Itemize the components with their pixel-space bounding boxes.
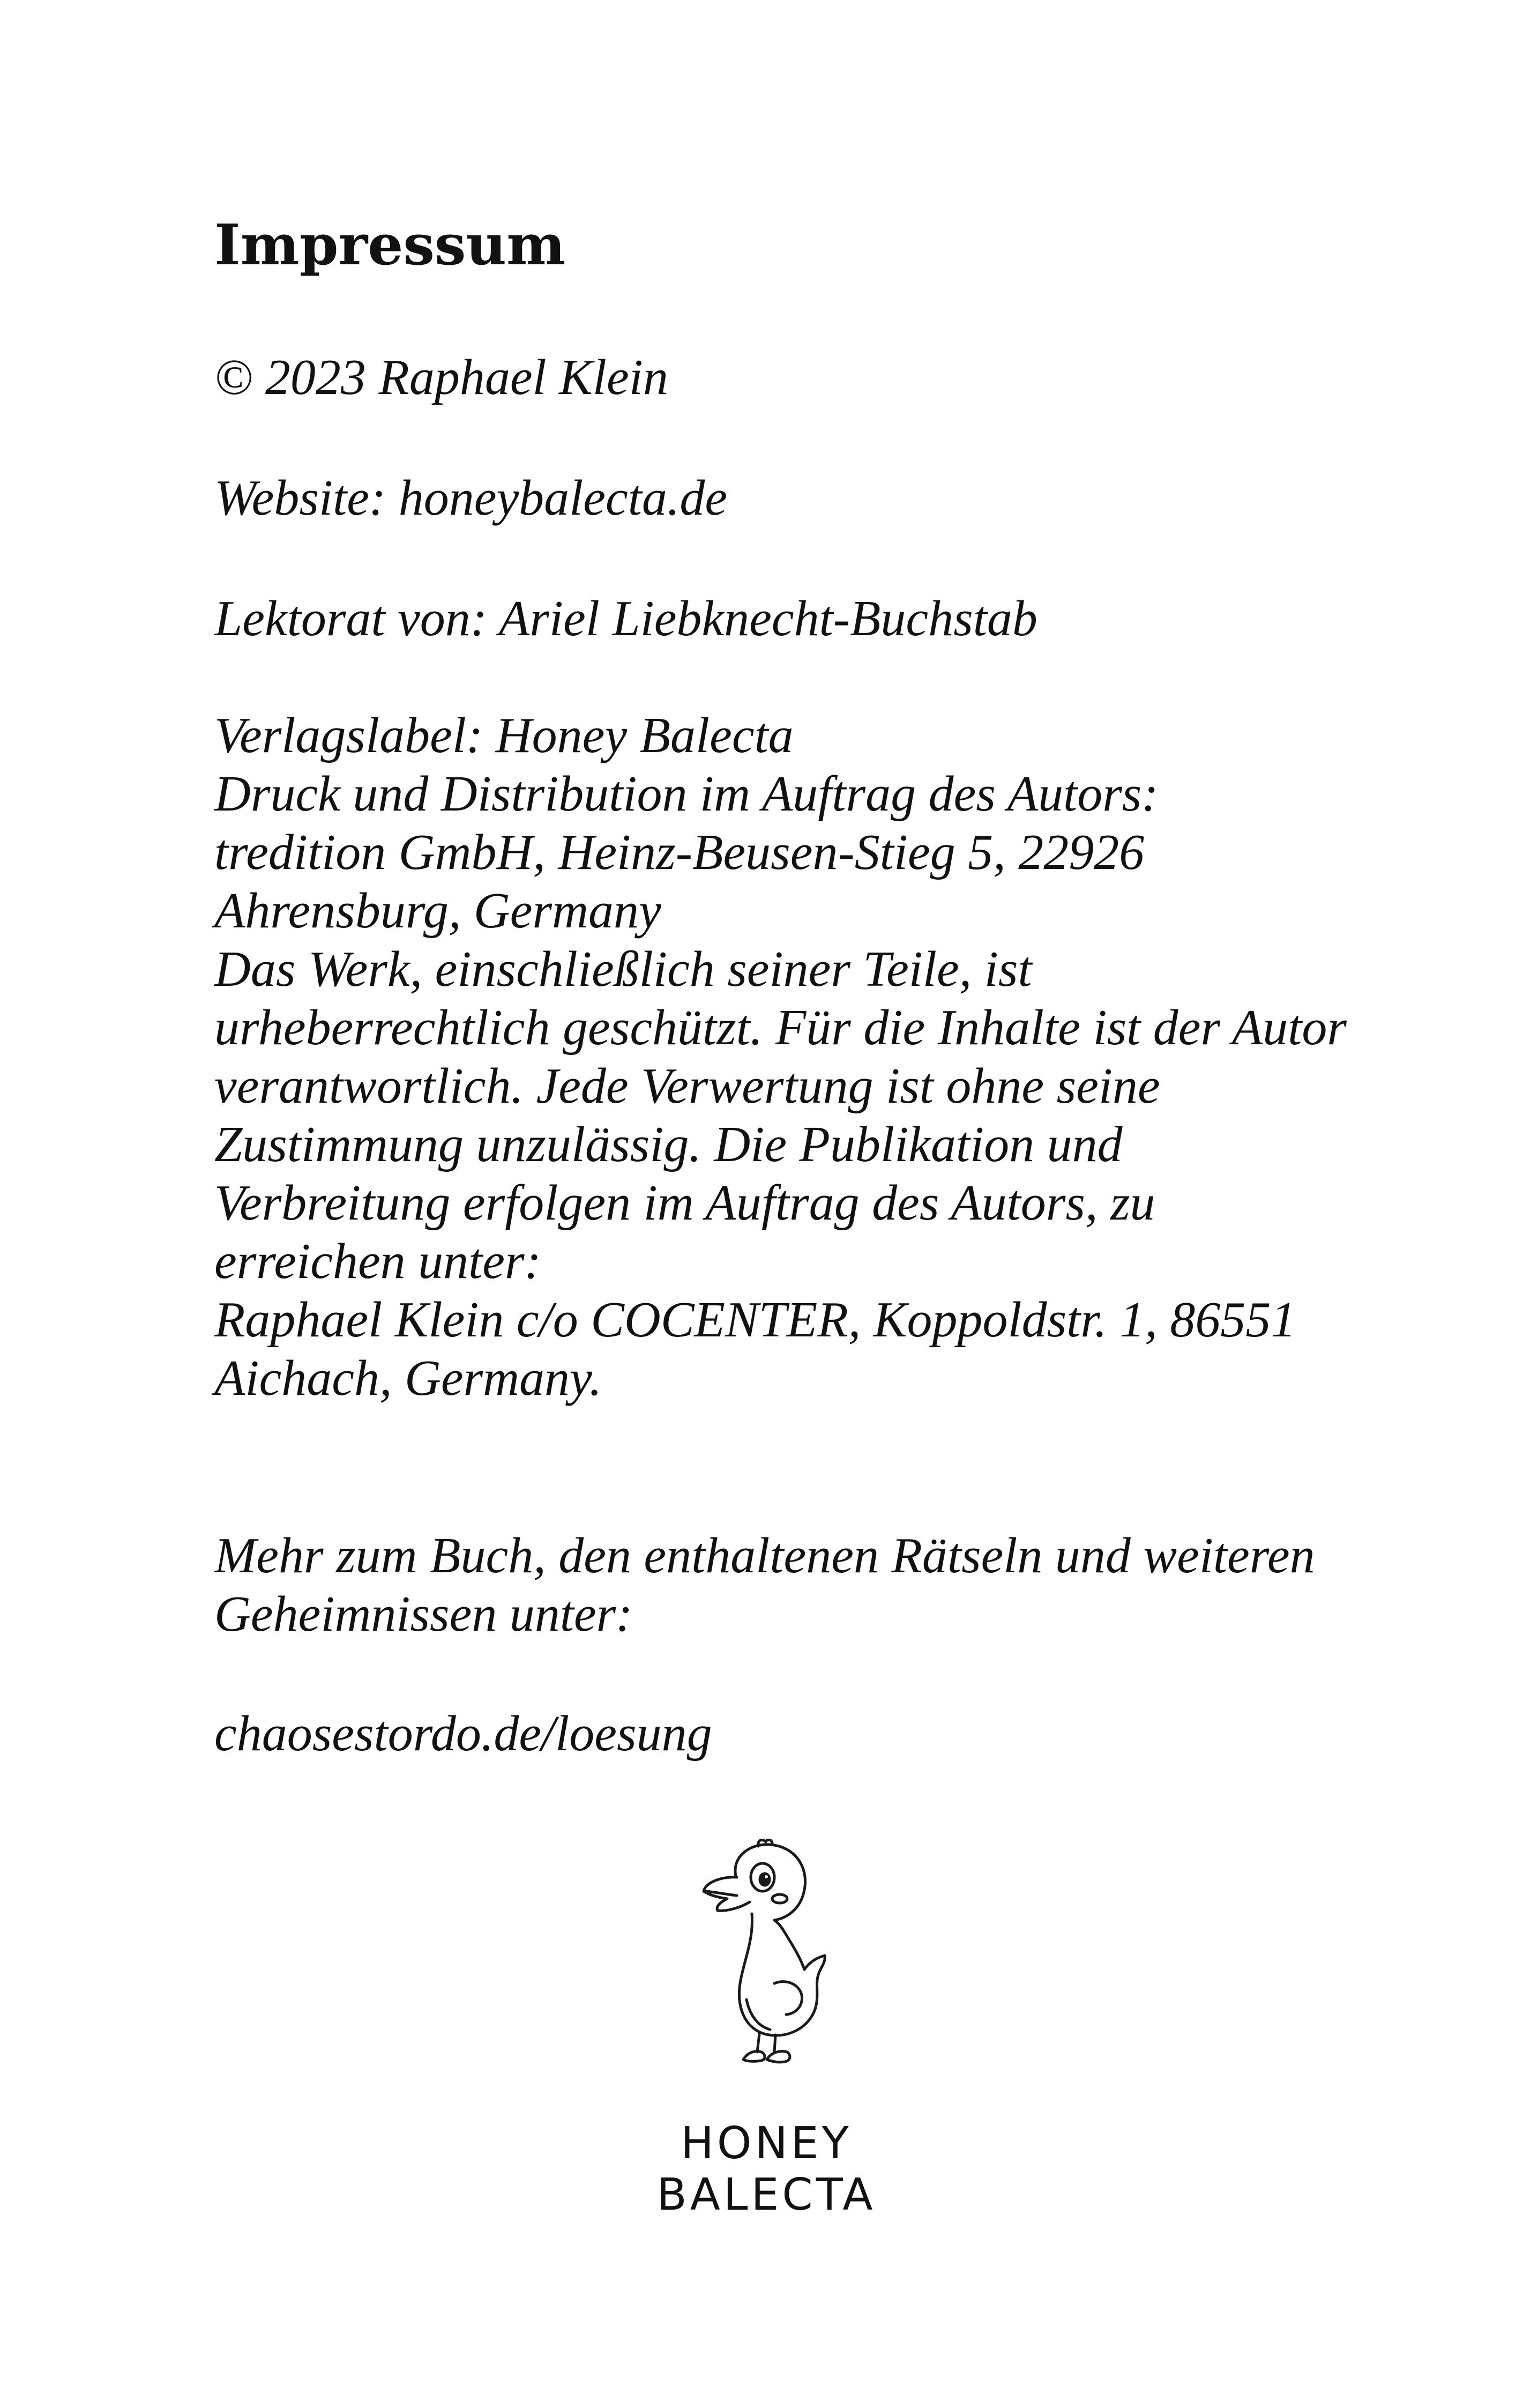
logo-text-line2: BALECTA [656,2169,876,2220]
copyright-line: © 2023 Raphael Klein [214,350,668,405]
publisher-block [214,707,1367,1408]
page-title: Impressum [214,212,566,278]
publisher-line: Zustimmung unzulässig. Die Publikation und [214,1117,1123,1172]
honey-balecta-logo [643,1839,890,2225]
publisher-line: Das Werk, einschließlich seiner Teile, ist [214,941,1032,997]
publisher-line: Verbreitung erfolgen im Auftrag des Autors, zu [214,1175,1155,1231]
duck-icon [694,1839,833,2075]
website-line: Website: honeybalecta.de [214,470,728,526]
solution-link[interactable]: chaosestordo.de/loesung [214,1706,712,1762]
publisher-line: Verlagslabel: Honey Balecta [214,708,794,763]
editing-line: Lektorat von: Ariel Liebknecht-Buchstab [214,591,1037,646]
publisher-line: Aichach, Germany. [214,1350,602,1406]
publisher-line: Raphael Klein c/o COCENTER, Koppoldstr. 1, 86551 [214,1292,1296,1348]
publisher-line: Druck und Distribution im Auftrag des Autors: [214,766,1159,822]
more-info-block [214,1527,1367,1644]
more-info-line: Mehr zum Buch, den enthaltenen Rätseln und weiteren [214,1528,1315,1584]
logo-text-line1: HONEY [681,2118,852,2169]
publisher-line: tredition GmbH, Heinz-Beusen-Stieg 5, 22926 [214,824,1145,880]
more-info-line: Geheimnissen unter: [214,1586,633,1642]
publisher-line: Ahrensburg, Germany [214,883,661,939]
publisher-line: urheberrechtlich geschützt. Für die Inhalte ist der Autor [214,1000,1347,1056]
publisher-line: erreichen unter: [214,1233,541,1289]
publisher-line: verantwortlich. Jede Verwertung ist ohne seine [214,1058,1160,1114]
